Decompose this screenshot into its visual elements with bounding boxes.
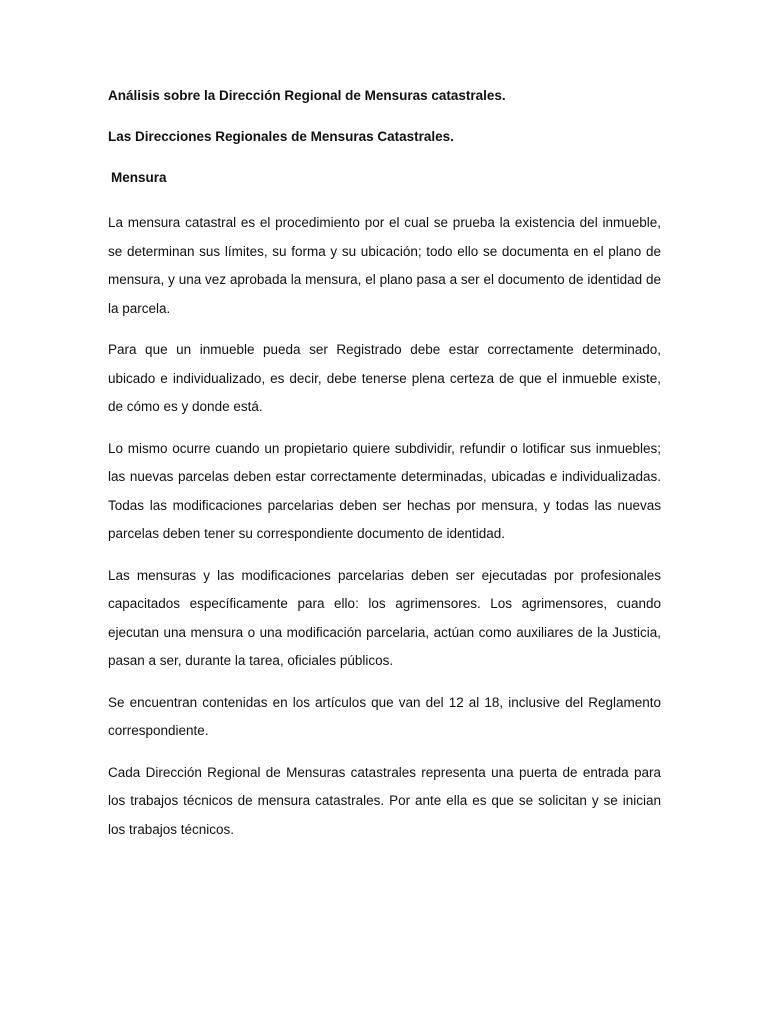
paragraph: Se encuentran contenidas en los artículos que van del 12 al 18, inclusive del Reglamento correspondiente. (108, 694, 661, 738)
paragraph: Cada Dirección Regional de Mensuras catastrales representa una puerta de entrada para los trabajos técnicos de mensura catastrales. Por ante ella es que se solicitan y se inician los trabajos técnicos. (108, 764, 661, 837)
paragraph: La mensura catastral es el procedimiento por el cual se prueba la existencia del inmueble, se determinan sus límites, su forma y su ubicación; todo ello se documenta en el plano de mensura, y una vez aprobada la mensura, el plano pasa a ser el documento de identidad de la parcela. (108, 215, 661, 316)
document-page (108, 86, 661, 857)
document-title: Análisis sobre la Dirección Regional de Mensuras catastrales. (108, 88, 506, 103)
section-heading: Mensura (111, 170, 167, 185)
paragraph: Las mensuras y las modificaciones parcelarias deben ser ejecutadas por profesionales capacitados específicamente para ello: los agrimensores. Los agrimensores, cuando ejecutan una mensura o una modificación parcelaria, actúan como auxiliares de la Justicia, pasan a ser, durante la tarea, oficiales públicos. (108, 567, 661, 668)
paragraph: Para que un inmueble pueda ser Registrado debe estar correctamente determinado, ubicado e individualizado, es decir, debe tenerse plena certeza de que el inmueble existe, de cómo es y donde está. (108, 342, 661, 414)
document-subtitle: Las Direcciones Regionales de Mensuras Catastrales. (108, 129, 454, 144)
paragraph: Lo mismo ocurre cuando un propietario quiere subdividir, refundir o lotificar sus inmuebles; las nuevas parcelas deben estar correctamente determinadas, ubicadas e individualizadas. Todas las modificaciones parcelarias deben ser hechas por mensura, y todas las nuevas parcelas deben tener su correspondiente documento de identidad. (108, 440, 661, 541)
